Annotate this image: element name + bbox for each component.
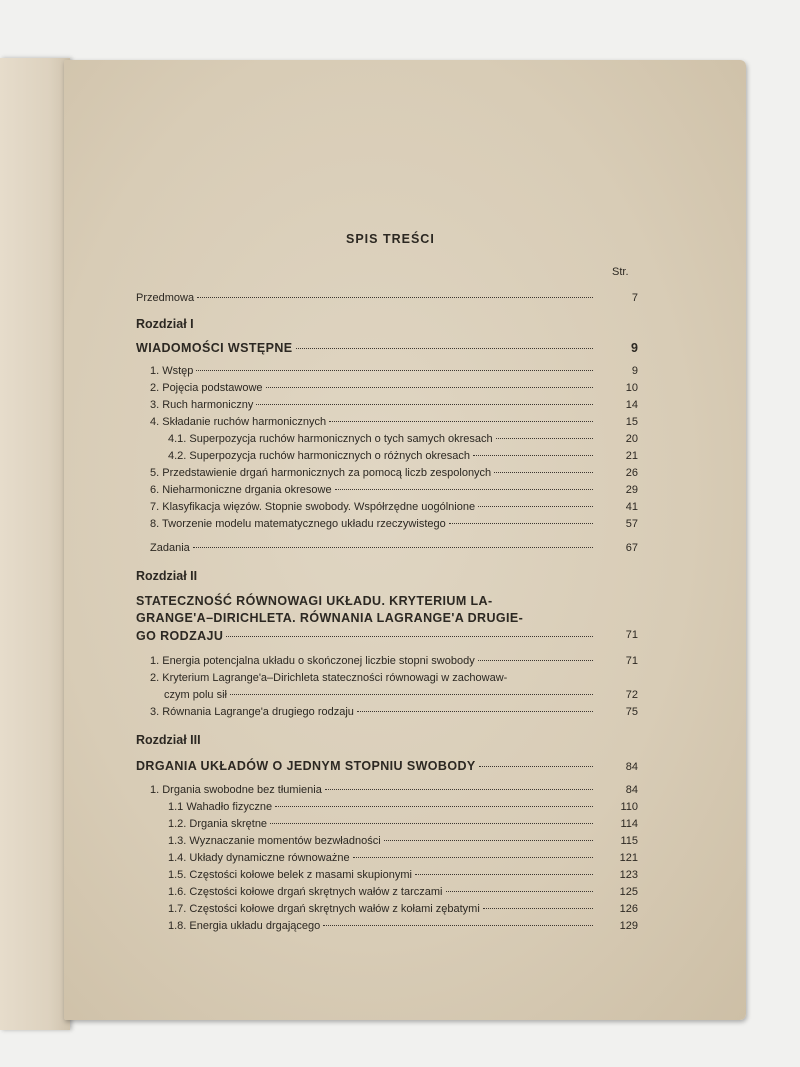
page-number: 75 [625, 706, 638, 718]
page-number: 15 [625, 416, 638, 428]
toc-entry: 8. Tworzenie modelu matematycznego układu rzeczywistego [150, 518, 596, 530]
toc-entry-tasks: Zadania [150, 542, 596, 554]
chapter-heading: Rozdział III [136, 733, 201, 747]
page-number: 123 [619, 869, 638, 881]
page-number: 7 [631, 292, 638, 304]
chapter-title: WIADOMOŚCI WSTĘPNE [136, 341, 596, 355]
page-number: 71 [625, 629, 638, 641]
page-number: 115 [620, 835, 638, 847]
toc-entry: 1. Energia potencjalna układu o skończonej liczbie stopni swobody [150, 655, 596, 667]
page-number: 125 [619, 886, 638, 898]
page-number: 129 [619, 920, 638, 932]
toc-entry: 6. Nieharmoniczne drgania okresowe [150, 484, 596, 496]
toc-entry: 3. Ruch harmoniczny [150, 399, 596, 411]
page-number: 84 [625, 784, 638, 796]
toc-entry: 2. Pojęcia podstawowe [150, 382, 596, 394]
page-number: 14 [625, 399, 638, 411]
chapter-title-line: STATECZNOŚĆ RÓWNOWAGI UKŁADU. KRYTERIUM LA- [136, 594, 493, 608]
toc-entry: 7. Klasyfikacja więzów. Stopnie swobody. Współrzędne uogólnione [150, 501, 596, 513]
page-number: 21 [625, 450, 638, 462]
page-number: 121 [619, 852, 638, 864]
toc-entry: 3. Równania Lagrange'a drugiego rodzaju [150, 706, 596, 718]
toc-entry: 1.7. Częstości kołowe drgań skrętnych wałów z kołami zębatymi [168, 903, 596, 915]
chapter-title: DRGANIA UKŁADÓW O JEDNYM STOPNIU SWOBODY [136, 759, 596, 773]
toc-entry: 1.5. Częstości kołowe belek z masami skupionymi [168, 869, 596, 881]
page-number: 67 [625, 542, 638, 554]
toc-title: SPIS TREŚCI [346, 232, 435, 246]
toc-entry: 1.8. Energia układu drgającego [168, 920, 596, 932]
page-number: 71 [625, 655, 638, 667]
page-number: 84 [625, 761, 638, 773]
chapter-heading: Rozdział I [136, 317, 194, 331]
chapter-heading: Rozdział II [136, 569, 198, 583]
toc-entry: 1.2. Drgania skrętne [168, 818, 596, 830]
page-number: 26 [625, 467, 638, 479]
page-number: 72 [625, 689, 638, 701]
toc-entry: 5. Przedstawienie drgań harmonicznych za pomocą liczb zespolonych [150, 467, 596, 479]
book-page [64, 60, 746, 1020]
page-number: 110 [620, 801, 638, 813]
toc-entry: 1. Wstęp [150, 365, 596, 377]
page-number: 20 [625, 433, 638, 445]
chapter-title: GO RODZAJU [136, 629, 596, 643]
page-number: 9 [631, 341, 638, 355]
toc-entry-preface: Przedmowa [136, 292, 596, 304]
page-number: 57 [625, 518, 638, 530]
page-number: 41 [625, 501, 638, 513]
toc-entry: 1.4. Układy dynamiczne równoważne [168, 852, 596, 864]
toc-entry-line: 2. Kryterium Lagrange'a–Dirichleta stateczności równowagi w zachowaw- [150, 672, 508, 684]
page-column-label: Str. [612, 266, 629, 278]
toc-entry: 1.3. Wyznaczanie momentów bezwładności [168, 835, 596, 847]
page-number: 126 [619, 903, 638, 915]
toc-entry: 1. Drgania swobodne bez tłumienia [150, 784, 596, 796]
toc-entry: 4.2. Superpozycja ruchów harmonicznych o różnych okresach [168, 450, 596, 462]
page-number: 10 [625, 382, 638, 394]
facing-page-edge [0, 58, 70, 1030]
toc-entry: 4. Składanie ruchów harmonicznych [150, 416, 596, 428]
chapter-title-line: GRANGE'A–DIRICHLETA. RÓWNANIA LAGRANGE'A DRUGIE- [136, 611, 524, 625]
page-number: 114 [620, 818, 638, 830]
page-number: 9 [631, 365, 638, 377]
toc-entry: 1.6. Częstości kołowe drgań skrętnych wałów z tarczami [168, 886, 596, 898]
toc-entry: 4.1. Superpozycja ruchów harmonicznych o tych samych okresach [168, 433, 596, 445]
toc-entry: 1.1 Wahadło fizyczne [168, 801, 596, 813]
page-number: 29 [625, 484, 638, 496]
toc-entry: czym polu sił [164, 689, 596, 701]
